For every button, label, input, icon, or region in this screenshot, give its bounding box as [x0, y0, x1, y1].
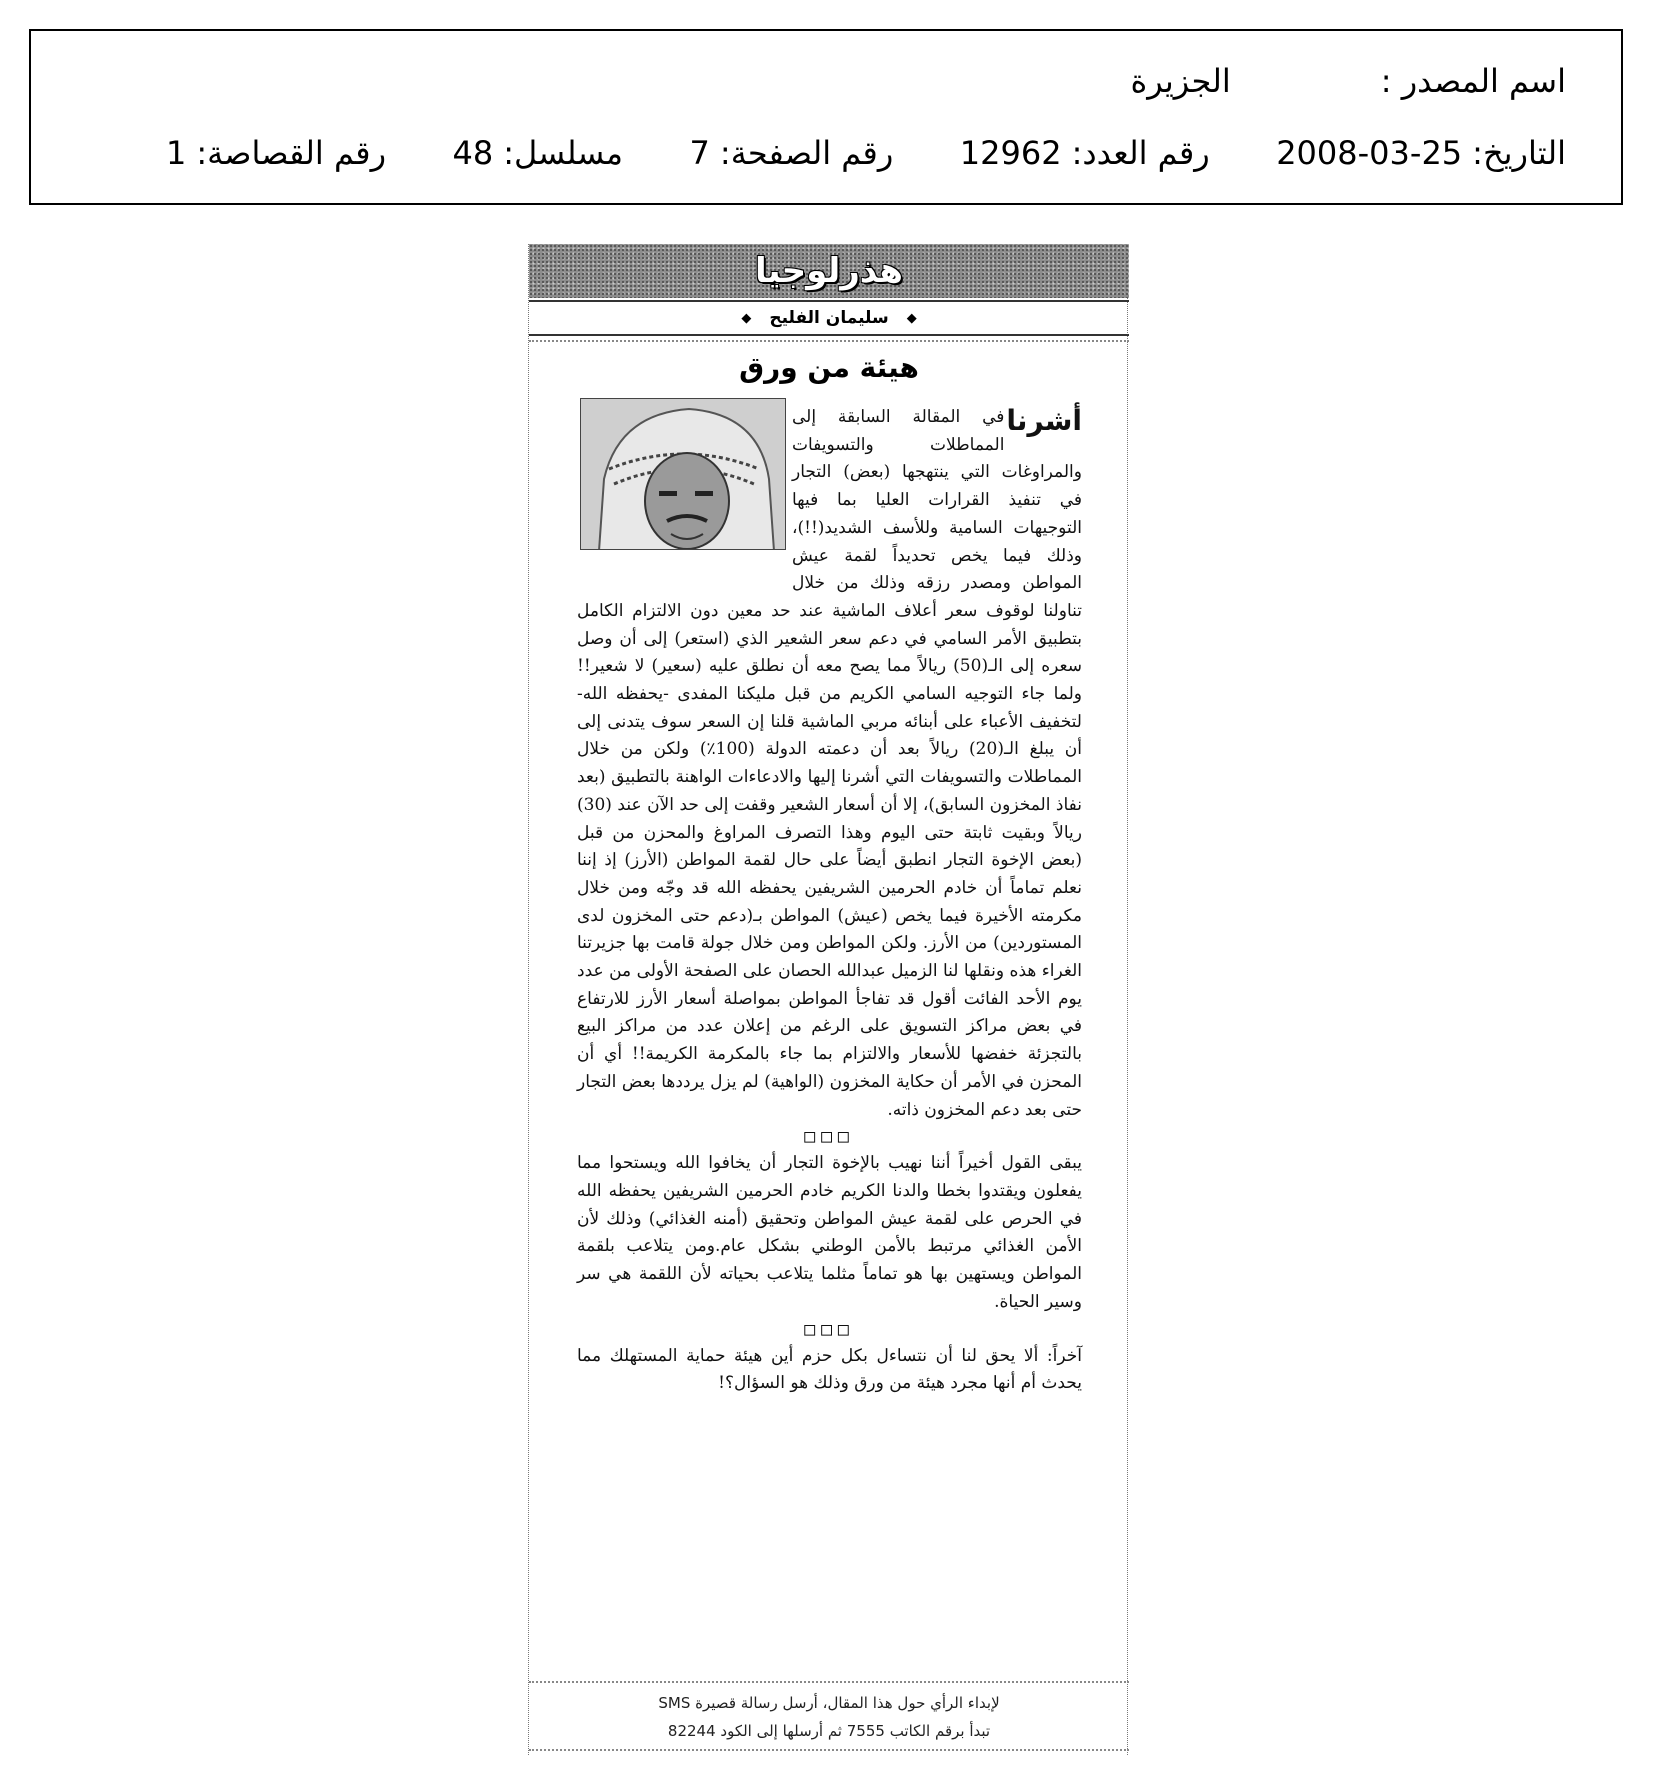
source-row: [1130, 53, 1566, 109]
diamond-icon: ◆: [741, 310, 752, 326]
author-bar: [529, 300, 1129, 336]
clipping-metadata-box: [29, 29, 1623, 205]
source-value: الجزيرة: [1130, 62, 1231, 100]
clip-number-label: رقم القصاصة:: [196, 134, 387, 172]
bottom-divider: [529, 1749, 1129, 1751]
lead-word: أشرنا: [1006, 404, 1082, 437]
article-paragraph: في المقالة السابقة إلى المماطلات والتسويفات والمراوغات التي ينتهجها (بعض) التجار في تنفيذ القرارات العليا بما فيها التوجيهات السامية وللأسف الشديد(!!)، وذلك فيما يخص تحديداً لقمة عيش المواطن ومصدر رزقه وذلك من خلال تناولنا لوقوف سعر أعلاف الماشية عند حد معين دون الالتزام الكامل بتطبيق الأمر السامي في دعم سعر الشعير الذي (استعر) إلى أن وصل سعره إلى الـ(50) ريالاً مما يصح معه أن نطلق عليه (سعير) لا شعير!! ولما جاء التوجيه السامي الكريم من قبل مليكنا المفدى -يحفظه الله- لتخفيف الأعباء على أبنائه مربي الماشية قلنا إن السعر سوف يتدنى إلى أن يبلغ الـ(20) ريالاً بعد أن دعمته الدولة (100٪) ولكن من خلال المماطلات والتسويفات التي أشرنا إليها والادعاءات الواهنة بالتطبيق (بعد نفاذ المخزون السابق)، إلا أن أسعار الشعير وقفت إلى حد الآن عند (30) ريالاً وبقيت ثابتة حتى اليوم وهذا التصرف المراوغ والمحزن من قبل (بعض الإخوة التجار انطبق أيضاً على حال لقمة المواطن (الأرز) إذ إننا نعلم تماماً أن خادم الحرمين الشريفين يحفظه الله قد وجّه ومن خلال مكرمته الأخيرة فيما يخص (عيش) المواطن بـ(دعم حتى المخزون لدى المستوردين) من الأرز. ولكن المواطن ومن خلال جولة قامت بها جزيرتنا الغراء هذه ونقلها لنا الزميل عبدالله الحصان على الصفحة الأولى من عدد يوم الأحد الفائت أقول قد تفاجأ المواطن بمواصلة أسعار الأرز للارتفاع في بعض مراكز التسويق على الرغم من إعلان عدد من مراكز البيع بالتجزئة خفضها للأسعار والالتزام بما جاء بالمكرمة الكريمة!! أي أن المحزن في الأمر أن حكاية المخزون (الواهية) لم يزل يرددها بعض التجار حتى بعد دعم المخزون ذاته.: [577, 407, 1082, 1120]
divider: [529, 340, 1129, 342]
sms-footer: [529, 1689, 1129, 1745]
footer-divider: [529, 1681, 1129, 1683]
sms-footer-line: تبدأ برقم الكاتب 7555 ثم أرسلها إلى الكود 82244: [667, 1722, 991, 1740]
issue-value: 12962: [959, 134, 1062, 172]
issue-label: رقم العدد:: [1071, 134, 1210, 172]
issue-field: [960, 134, 1210, 172]
article-headline: هيئة من ورق: [739, 351, 919, 384]
details-row: [166, 125, 1566, 181]
diamond-icon: ◆: [906, 310, 917, 326]
serial-value: 48: [452, 134, 494, 172]
section-separator: □□□: [804, 1126, 855, 1148]
column-banner: [529, 244, 1129, 298]
page-field: [690, 134, 894, 172]
column-title: هذرلوجيا: [754, 251, 904, 291]
serial-label: مسلسل:: [503, 134, 624, 172]
date-label: التاريخ:: [1472, 134, 1566, 172]
article-body: [577, 404, 1082, 1398]
page-label: رقم الصفحة:: [719, 134, 894, 172]
source-label: اسم المصدر :: [1380, 62, 1566, 100]
page-value: 7: [689, 134, 710, 172]
section-separator: □□□: [804, 1318, 855, 1340]
article-paragraph: يبقى القول أخيراً أننا نهيب بالإخوة التجار أن يخافوا الله ويستحوا مما يفعلون ويقتدوا بخطا والدنا الكريم خادم الحرمين الشريفين يحفظه الله في الحرص على لقمة عيش المواطن وتحقيق (أمنه الغذائي) وذلك لأن الأمن الغذائي مرتبط بالأمن الوطني بشكل عام.ومن يتلاعب بلقمة المواطن ويستهين بها هو تماماً مثلما يتلاعب بحياته لأن اللقمة هي سر وسير الحياة.: [577, 1153, 1082, 1312]
date-field: [1276, 134, 1566, 172]
clip-number-field: [166, 134, 386, 172]
date-value: 2008-03-25: [1276, 134, 1463, 172]
serial-field: [453, 134, 624, 172]
clip-number-value: 1: [166, 134, 187, 172]
sms-footer-line: لإبداء الرأي حول هذا المقال، أرسل رسالة قصيرة SMS: [658, 1694, 1000, 1712]
author-name: سليمان الفليح: [769, 308, 889, 328]
article-paragraph: آخراً: ألا يحق لنا أن نتساءل بكل حزم أين هيئة حماية المستهلك مما يحدث أم أنها مجرد هيئة من ورق وذلك هو السؤال؟!: [577, 1345, 1082, 1394]
newspaper-clipping: [528, 244, 1128, 1755]
